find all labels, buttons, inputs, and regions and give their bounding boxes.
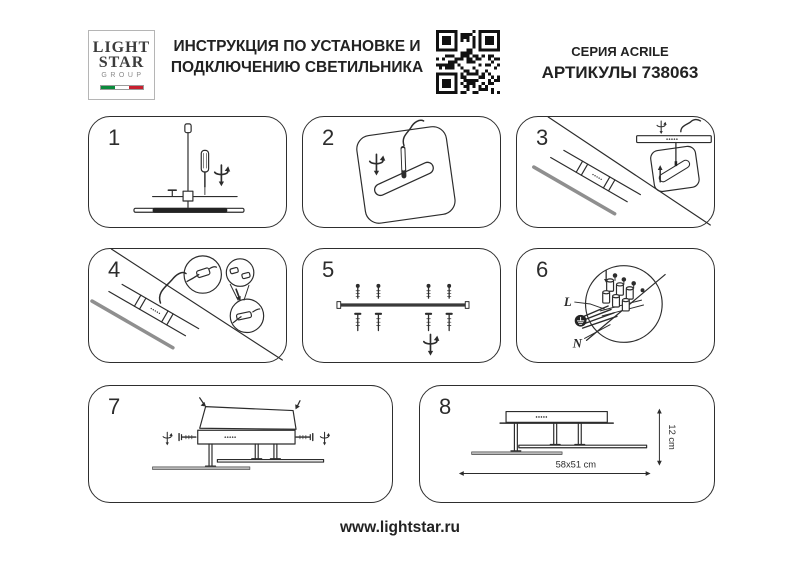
width-dimension xyxy=(459,460,651,476)
step-4-panel xyxy=(88,248,287,363)
screws-bottom xyxy=(355,314,451,331)
mounting-inset xyxy=(637,120,712,193)
width-dimension-label: 58x51 cm xyxy=(555,459,597,470)
step-number: 2 xyxy=(322,125,335,150)
step-7-panel xyxy=(88,385,393,503)
series-name: СЕРИЯ ACRILE xyxy=(571,44,669,59)
fixture-base xyxy=(506,412,607,423)
step-number: 8 xyxy=(439,394,452,419)
side-screw-left xyxy=(179,434,196,441)
detail-circle-1 xyxy=(184,256,221,293)
step-number: 4 xyxy=(108,257,121,282)
logo-word-star: STAR xyxy=(98,54,145,71)
step-2-diagram xyxy=(303,117,500,227)
fixture-frame xyxy=(92,276,199,355)
rotate-screw-icon xyxy=(215,165,231,186)
fixture-base xyxy=(198,430,295,444)
step-number: 5 xyxy=(322,257,335,282)
acrylic-plate-left xyxy=(472,452,562,455)
step-1-diagram xyxy=(89,117,286,227)
acrylic-plate-right xyxy=(217,460,323,463)
qr-code-icon xyxy=(436,30,500,94)
lightstar-logo xyxy=(88,30,155,100)
step-2-panel xyxy=(302,116,501,228)
rotate-screw-icon xyxy=(163,432,173,445)
step-4-diagram xyxy=(89,249,286,362)
height-dimension xyxy=(657,409,677,466)
screwdriver-icon xyxy=(201,150,208,194)
step-3-panel xyxy=(516,116,715,228)
logo-word-light: LIGHT xyxy=(92,39,151,56)
website-url: www.lightstar.ru xyxy=(340,519,460,536)
step-3-diagram xyxy=(517,117,714,227)
step-6-panel xyxy=(516,248,715,363)
step-5-panel xyxy=(302,248,501,363)
up-arrow-icon xyxy=(658,165,663,170)
step-8-panel xyxy=(419,385,715,503)
terminal-block xyxy=(603,273,645,311)
rotate-screw-icon xyxy=(657,121,667,134)
wire xyxy=(681,120,701,132)
rotate-screw-icon xyxy=(320,432,330,445)
neutral-wire-label: N xyxy=(572,336,582,351)
step-number: 7 xyxy=(108,394,121,419)
title-line-1: ИНСТРУКЦИЯ ПО УСТАНОВКЕ И xyxy=(173,38,421,55)
live-wire-label: L xyxy=(563,294,572,309)
step-number: 1 xyxy=(108,125,121,150)
article-number: АРТИКУЛЫ 738063 xyxy=(541,63,699,82)
earth-ground-symbol-icon xyxy=(575,315,587,327)
rotate-screw-icon xyxy=(370,154,386,175)
product-info xyxy=(525,44,715,83)
step-7-diagram xyxy=(89,386,392,502)
wire xyxy=(403,120,423,145)
acrylic-plate-right xyxy=(519,445,647,448)
page-title xyxy=(163,36,431,78)
title-line-2: ПОДКЛЮЧЕНИЮ СВЕТИЛЬНИКА xyxy=(170,59,424,76)
canopy-cover xyxy=(200,407,296,430)
step-number: 3 xyxy=(536,125,549,150)
italy-flag-icon xyxy=(100,85,144,90)
step-number: 6 xyxy=(536,257,549,282)
step-6-diagram xyxy=(517,249,714,362)
step-1-panel xyxy=(88,116,287,228)
rotate-screw-icon xyxy=(424,334,440,355)
fixture-frame xyxy=(534,142,641,221)
height-dimension-label: 12 cm xyxy=(667,424,678,450)
detail-circle-3 xyxy=(230,299,263,332)
step-8-diagram xyxy=(420,386,714,502)
logo-word-group: GROUP xyxy=(101,72,145,79)
side-screw-right xyxy=(296,434,313,441)
step-5-diagram xyxy=(303,249,500,362)
screws-top xyxy=(356,284,451,298)
acrylic-plate-left xyxy=(153,467,250,470)
wire xyxy=(160,273,186,303)
